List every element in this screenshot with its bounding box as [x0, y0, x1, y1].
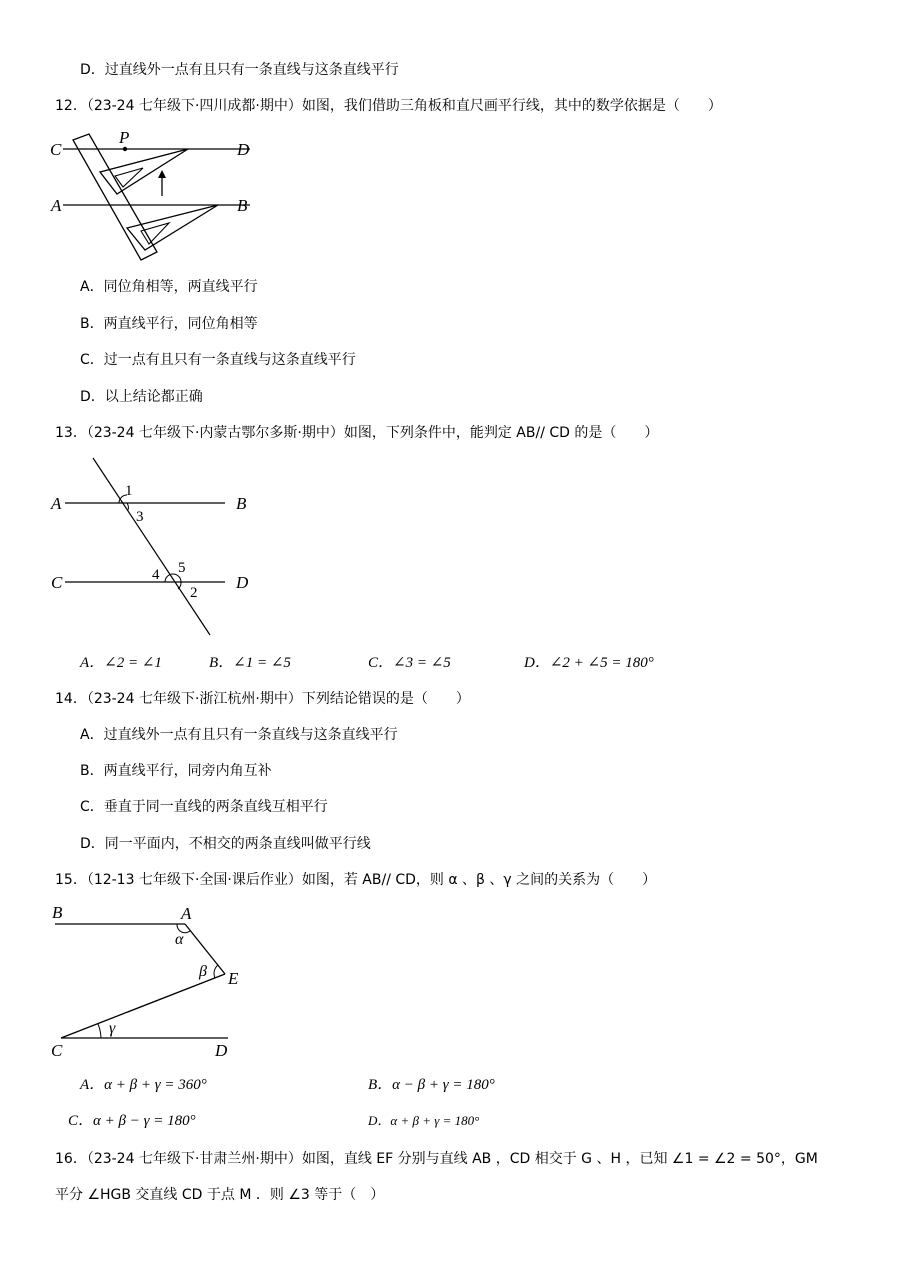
set-square-bottom [127, 205, 218, 250]
label-angle-1: 1 [125, 483, 133, 499]
arrow-head [158, 170, 166, 178]
q15-option-a: A．α + β + γ = 360° [80, 1077, 207, 1093]
q12-figure [45, 130, 285, 265]
q15-figure [45, 902, 265, 1062]
q12-stem: 12．（23-24 七年级下·四川成都·期中）如图，我们借助三角板和直尺画平行线，其中的数学依据是（ ） [55, 98, 722, 114]
label-a: A [51, 494, 62, 513]
q13-option-d: D．∠2 + ∠5 = 180° [524, 655, 654, 671]
q13-option-b: B．∠1 = ∠5 [209, 655, 291, 671]
q13-option-a: A．∠2 = ∠1 [80, 655, 162, 671]
label-b: B [237, 196, 248, 215]
q14-option-b: B．两直线平行，同旁内角互补 [80, 763, 272, 779]
label-gamma: γ [109, 1020, 116, 1037]
q16-stem-line1: 16．（23-24 七年级下·甘肃兰州·期中）如图，直线 EF 分别与直线 AB ，CD 相交于 G 、H ，已知 ∠1 = ∠2 = 50°，GM [55, 1151, 818, 1167]
q13-stem: 13．（23-24 七年级下·内蒙古鄂尔多斯·期中）如图，下列条件中，能判定 AB// CD 的是（ ） [55, 425, 659, 441]
label-angle-5: 5 [178, 560, 186, 576]
q11-option-d: D．过直线外一点有且只有一条直线与这条直线平行 [80, 62, 399, 78]
q14-stem: 14．（23-24 七年级下·浙江杭州·期中）下列结论错误的是（ ） [55, 691, 470, 707]
label-angle-3: 3 [136, 509, 144, 525]
q12-option-b: B．两直线平行，同位角相等 [80, 316, 258, 332]
label-p: P [119, 128, 130, 147]
q13-figure [45, 455, 265, 645]
label-c: C [51, 573, 63, 592]
label-d: D [236, 573, 249, 592]
set-square-top-inner [115, 168, 143, 187]
q16-stem-line2: 平分 ∠HGB 交直线 CD 于点 M ．则 ∠3 等于（ ） [55, 1187, 385, 1203]
set-square-bottom-inner [141, 223, 169, 244]
q15-option-b: B．α − β + γ = 180° [368, 1077, 495, 1093]
q12-option-a: A．同位角相等，两直线平行 [80, 279, 258, 295]
q12-option-d: D．以上结论都正确 [80, 389, 203, 405]
q15-option-c: C．α + β − γ = 180° [68, 1113, 196, 1129]
q14-option-d: D．同一平面内，不相交的两条直线叫做平行线 [80, 836, 371, 852]
label-d: D [215, 1041, 228, 1060]
label-a: A [181, 904, 192, 923]
label-b: B [52, 903, 63, 922]
label-alpha: α [175, 931, 184, 948]
label-c: C [50, 140, 62, 159]
label-e: E [228, 969, 239, 988]
q14-option-c: C．垂直于同一直线的两条直线互相平行 [80, 799, 328, 815]
segment-ec [61, 974, 225, 1038]
point-p [123, 147, 127, 151]
label-c: C [51, 1041, 63, 1060]
transversal [93, 458, 210, 635]
label-d: D [237, 140, 250, 159]
label-a: A [51, 196, 62, 215]
label-angle-4: 4 [152, 567, 160, 583]
set-square-top [100, 149, 188, 194]
label-angle-2: 2 [190, 585, 198, 601]
label-beta: β [199, 963, 207, 980]
q15-stem: 15．（12-13 七年级下·全国·课后作业）如图，若 AB// CD，则 α 、β 、γ 之间的关系为（ ） [55, 872, 657, 888]
q13-option-c: C．∠3 = ∠5 [368, 655, 451, 671]
angle-2-arc [178, 582, 181, 589]
q12-option-c: C．过一点有且只有一条直线与这条直线平行 [80, 352, 356, 368]
q14-option-a: A．过直线外一点有且只有一条直线与这条直线平行 [80, 727, 398, 743]
q15-option-d: D．α + β + γ = 180° [368, 1113, 480, 1128]
label-b: B [236, 494, 247, 513]
angle-beta-arc [214, 965, 218, 978]
angle-gamma-arc [98, 1024, 101, 1038]
ruler [73, 134, 157, 260]
